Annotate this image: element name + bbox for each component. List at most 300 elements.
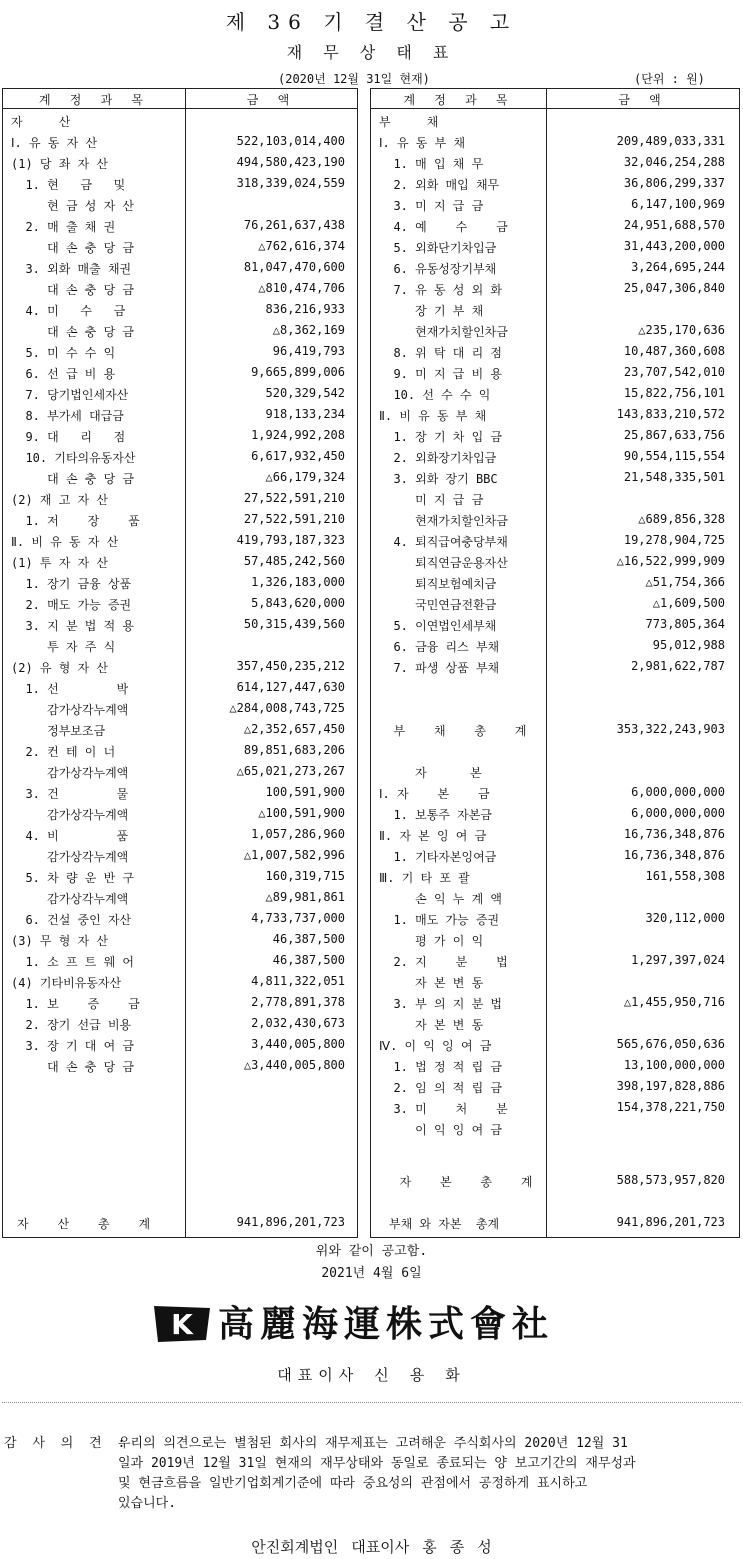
header-account: 계 정 과 목 [38, 93, 150, 107]
table-row [3, 531, 357, 552]
row-label: 3. 외화 장기 BBC [379, 472, 498, 486]
company-logo [152, 1302, 604, 1346]
row-label: 1. 법 정 적 립 금 [379, 1060, 502, 1074]
row-amount: 32,046,254,288 [623, 155, 725, 169]
table-row [371, 783, 739, 804]
table-row [371, 699, 739, 720]
row-amount: 1,326,183,000 [251, 575, 345, 589]
table-row [371, 258, 739, 279]
table-row [371, 447, 739, 468]
header-amount: 금 액 [618, 93, 667, 107]
announcement-date: 2021년 4월 6일 [321, 1266, 422, 1281]
row-amount: 19,278,904,725 [623, 533, 725, 547]
row-label: 감가상각누계액 [11, 808, 129, 822]
table-row [3, 1014, 357, 1035]
table-row [371, 384, 739, 405]
row-amount: △284,008,743,725 [229, 701, 345, 715]
page-subtitle: 재 무 상 태 표 [286, 43, 457, 62]
row-label: Ⅳ. 이 익 잉 여 금 [379, 1039, 492, 1053]
row-label: 1. 보 증 금 [11, 997, 140, 1011]
table-header [3, 89, 357, 109]
row-amount: △2,352,657,450 [243, 722, 345, 736]
row-label: 자 본 변 동 [379, 1018, 484, 1032]
row-label: Ⅰ. 유 동 자 산 [11, 136, 98, 150]
table-row [371, 342, 739, 363]
row-label: 7. 유 동 성 외 화 [379, 283, 502, 297]
row-label: 3. 부 의 지 분 법 [379, 997, 502, 1011]
row-amount: 95,012,988 [652, 638, 725, 652]
table-row [371, 153, 739, 174]
table-row [371, 468, 739, 489]
row-amount: 522,103,014,400 [236, 134, 345, 148]
table-row [371, 1056, 739, 1077]
row-label: 대 손 충 당 금 [11, 283, 134, 297]
table-row [3, 300, 357, 321]
row-amount: 2,981,622,787 [631, 659, 725, 673]
row-amount: 520,329,542 [265, 386, 345, 400]
row-amount: 6,617,932,450 [251, 449, 345, 463]
row-label: 4. 미 수 금 [11, 304, 126, 318]
table-row [3, 909, 357, 930]
row-amount: 419,793,187,323 [236, 533, 345, 547]
row-label: Ⅰ. 유 동 부 채 [379, 136, 466, 150]
row-label: 2. 매 출 채 권 [11, 220, 116, 234]
row-amount: 143,833,210,572 [616, 407, 725, 421]
row-amount: 3,440,005,800 [251, 1037, 345, 1051]
row-label: 2. 외화 매입 채무 [379, 178, 500, 192]
logo-letter: K [171, 1308, 193, 1341]
header-account: 계 정 과 목 [403, 93, 514, 107]
row-label: Ⅱ. 비 유 동 자 산 [11, 535, 119, 549]
row-amount: 89,851,683,206 [243, 743, 345, 757]
row-label: 현재가치할인차금 [379, 514, 508, 528]
row-label: 국민연금전환금 [379, 598, 497, 612]
row-amount: △51,754,366 [645, 575, 725, 589]
row-label: 1. 장 기 차 입 금 [379, 430, 502, 444]
row-label: Ⅰ. 자 본 금 [379, 787, 490, 801]
row-amount: 25,867,633,756 [623, 428, 725, 442]
row-label: 부 채 [379, 115, 439, 129]
table-row [3, 993, 357, 1014]
row-label: 4. 비 품 [11, 829, 129, 843]
table-row [371, 405, 739, 426]
table-row [371, 846, 739, 867]
table-row [371, 573, 739, 594]
row-label: 6. 선 급 비 용 [11, 367, 116, 381]
row-amount: △1,455,950,716 [623, 995, 725, 1009]
table-row [371, 1014, 739, 1035]
row-label: 3. 미 지 급 금 [379, 199, 484, 213]
table-row [3, 237, 357, 258]
audit-opinion-line: 우리의 의견으로는 별첨된 회사의 재무제표는 고려해운 주식회사의 2020년 12월 31 [118, 1436, 628, 1451]
table-row [3, 741, 357, 762]
row-amount: 81,047,470,600 [243, 260, 345, 274]
row-amount: 4,733,737,000 [251, 911, 345, 925]
table-row [371, 195, 739, 216]
row-amount: 320,112,000 [645, 911, 725, 925]
row-amount: 588,573,957,820 [616, 1173, 725, 1187]
row-label: 대 손 충 당 금 [11, 325, 134, 339]
row-label: 2. 매도 가능 증권 [11, 598, 132, 612]
row-label: 퇴직보험예치금 [379, 577, 497, 591]
row-amount: 318,339,024,559 [236, 176, 345, 190]
row-label: Ⅱ. 자 본 잉 여 금 [379, 829, 487, 843]
table-row [3, 552, 357, 573]
table-row [3, 153, 357, 174]
table-row [371, 867, 739, 888]
row-label: 1. 장기 금융 상품 [11, 577, 132, 591]
row-label: 대 손 충 당 금 [11, 241, 134, 255]
table-row [3, 951, 357, 972]
table-row [3, 1035, 357, 1056]
row-amount: 10,487,360,608 [623, 344, 725, 358]
table-row [3, 258, 357, 279]
row-label: 부 채 총 계 [379, 724, 527, 738]
table-row [3, 363, 357, 384]
table-row [371, 132, 739, 153]
row-amount: 16,736,348,876 [623, 827, 725, 841]
row-amount: 941,896,201,723 [616, 1215, 725, 1229]
row-label: 8. 위 탁 대 리 점 [379, 346, 502, 360]
row-amount: 161,558,308 [645, 869, 725, 883]
table-row [3, 510, 357, 531]
row-amount: 6,000,000,000 [631, 806, 725, 820]
assets-total-row [3, 1213, 357, 1234]
row-amount: △65,021,273,267 [236, 764, 345, 778]
row-amount: 160,319,715 [265, 869, 345, 883]
table-row [371, 174, 739, 195]
row-label: 2. 지 분 법 [379, 955, 508, 969]
ceo-name: 대표이사 신 용 화 [277, 1366, 466, 1384]
row-label: 1. 선 박 [11, 682, 129, 696]
table-row [371, 510, 739, 531]
table-row [3, 384, 357, 405]
row-label: 감가상각누계액 [11, 703, 129, 717]
row-amount: 36,806,299,337 [623, 176, 725, 190]
table-row [371, 909, 739, 930]
row-amount: 27,522,591,210 [243, 491, 345, 505]
row-label: 손 익 누 계 액 [379, 892, 502, 906]
table-row [3, 930, 357, 951]
row-amount: 494,580,423,190 [236, 155, 345, 169]
row-label: 자 본 변 동 [379, 976, 484, 990]
row-label: 퇴직연금운용자산 [379, 556, 508, 570]
row-label: 1. 기타자본잉여금 [379, 850, 497, 864]
row-label: (1) 투 자 자 산 [11, 556, 108, 570]
row-amount: 9,665,899,006 [251, 365, 345, 379]
flag-icon [152, 1304, 212, 1344]
table-row [3, 111, 357, 132]
table-row [3, 468, 357, 489]
row-label: Ⅲ. 기 타 포 괄 [379, 871, 470, 885]
row-label: (1) 당 좌 자 산 [11, 157, 108, 171]
table-row [3, 405, 357, 426]
table-row [3, 216, 357, 237]
row-amount: △1,609,500 [652, 596, 725, 610]
company-name: 高麗海運株式會社 [218, 1303, 555, 1345]
table-row [371, 321, 739, 342]
row-amount: 24,951,688,570 [623, 218, 725, 232]
unit-label: (단위 : 원) [634, 72, 705, 86]
table-row [3, 594, 357, 615]
table-row [3, 321, 357, 342]
table-row [371, 216, 739, 237]
row-amount: 76,261,637,438 [243, 218, 345, 232]
row-label: 1. 저 장 품 [11, 514, 140, 528]
table-row [371, 300, 739, 321]
row-label: 1. 매도 가능 증권 [379, 913, 500, 927]
table-row [3, 279, 357, 300]
table-row [371, 615, 739, 636]
row-label: 투 자 주 식 [11, 640, 116, 654]
row-label: 3. 지 분 법 적 용 [11, 619, 134, 633]
table-row [3, 804, 357, 825]
table-row [3, 342, 357, 363]
row-amount: 1,057,286,960 [251, 827, 345, 841]
row-amount: △89,981,861 [265, 890, 345, 904]
row-amount: △66,179,324 [265, 470, 345, 484]
row-label: 2. 외화장기차입금 [379, 451, 497, 465]
table-row [371, 111, 739, 132]
row-label: (3) 무 형 자 산 [11, 934, 108, 948]
row-amount: 25,047,306,840 [623, 281, 725, 295]
table-row [3, 657, 357, 678]
row-label: 9. 미 지 급 비 용 [379, 367, 502, 381]
table-row [3, 678, 357, 699]
table-row [371, 552, 739, 573]
row-label: 평 가 이 익 [379, 934, 484, 948]
row-amount: 6,000,000,000 [631, 785, 725, 799]
row-label: (2) 유 형 자 산 [11, 661, 108, 675]
row-label: 5. 미 수 수 익 [11, 346, 116, 360]
table-row [371, 741, 739, 762]
row-label: 이 익 잉 여 금 [379, 1123, 502, 1137]
row-amount: △8,362,169 [272, 323, 345, 337]
row-amount: 21,548,335,501 [623, 470, 725, 484]
table-row [371, 678, 739, 699]
table-row [371, 1119, 739, 1140]
row-amount: 2,778,891,378 [251, 995, 345, 1009]
row-label: 자 산 [11, 115, 71, 129]
audit-opinion-line: 및 현금흐름을 일반기업회계기준에 따라 중요성의 관점에서 공정하게 표시하고 [118, 1476, 588, 1491]
table-row [371, 1077, 739, 1098]
row-amount: 353,322,243,903 [616, 722, 725, 736]
row-label: 6. 건설 중인 자산 [11, 913, 132, 927]
row-amount: 836,216,933 [265, 302, 345, 316]
table-row [371, 930, 739, 951]
table-row [371, 762, 739, 783]
row-label: 감가상각누계액 [11, 892, 129, 906]
row-amount: 1,924,992,208 [251, 428, 345, 442]
row-label: 2. 장기 선급 비용 [11, 1018, 132, 1032]
row-label: 1. 소 프 트 웨 어 [11, 955, 134, 969]
table-row [3, 615, 357, 636]
row-amount: 57,485,242,560 [243, 554, 345, 568]
table-row [3, 174, 357, 195]
row-amount: 357,450,235,212 [236, 659, 345, 673]
table-row [371, 636, 739, 657]
audit-opinion-line: 일과 2019년 12월 31일 현재의 재무상태와 동일로 종료되는 양 보고기간의 재무성과 [118, 1456, 636, 1471]
row-amount: △3,440,005,800 [243, 1058, 345, 1072]
row-amount: 15,822,756,101 [623, 386, 725, 400]
row-amount: 16,736,348,876 [623, 848, 725, 862]
table-row [3, 825, 357, 846]
row-amount: △810,474,706 [258, 281, 345, 295]
row-amount: △1,007,582,996 [243, 848, 345, 862]
row-label: 10. 기타의유동자산 [11, 451, 136, 465]
row-amount: 614,127,447,630 [236, 680, 345, 694]
table-row [3, 720, 357, 741]
table-row [371, 993, 739, 1014]
row-amount: 50,315,439,560 [243, 617, 345, 631]
page-title: 제 36 기 결 산 공 고 [225, 10, 518, 34]
row-amount: △100,591,900 [258, 806, 345, 820]
row-label: 자 본 총 계 [385, 1175, 533, 1189]
table-row [3, 867, 357, 888]
table-row [371, 804, 739, 825]
row-amount: 6,147,100,969 [631, 197, 725, 211]
report-date: (2020년 12월 31일 현재) [278, 72, 430, 86]
row-label: 9. 대 리 점 [11, 430, 126, 444]
table-row [371, 237, 739, 258]
row-amount: 918,133,234 [265, 407, 345, 421]
row-label: 3. 건 물 [11, 787, 129, 801]
table-row [371, 888, 739, 909]
row-label: 미 지 급 금 [379, 493, 484, 507]
row-amount: 773,805,364 [645, 617, 725, 631]
table-row [3, 846, 357, 867]
row-label: 자 산 총 계 [17, 1217, 151, 1231]
announcement-note: 위와 같이 공고함. [315, 1244, 428, 1259]
table-row [3, 762, 357, 783]
table-row [3, 972, 357, 993]
header-amount: 금 액 [246, 93, 296, 107]
row-amount: △16,522,999,909 [616, 554, 725, 568]
table-row [3, 132, 357, 153]
row-label: (4) 기타비유동자산 [11, 976, 122, 990]
row-amount: 565,676,050,636 [616, 1037, 725, 1051]
table-row [3, 1056, 357, 1077]
row-amount: 941,896,201,723 [236, 1215, 345, 1229]
table-row [371, 951, 739, 972]
row-amount: 13,100,000,000 [623, 1058, 725, 1072]
row-label: 3. 장 기 대 여 금 [11, 1039, 134, 1053]
row-label: 3. 외화 매출 채권 [11, 262, 132, 276]
row-label: 현재가치할인차금 [379, 325, 508, 339]
row-label: 3. 미 처 분 [379, 1102, 508, 1116]
row-amount: 2,032,430,673 [251, 1016, 345, 1030]
table-row [371, 657, 739, 678]
row-label: 2. 임 의 적 립 금 [379, 1081, 502, 1095]
table-header [371, 89, 739, 109]
row-label: 1. 보통주 자본금 [379, 808, 492, 822]
row-amount: △689,856,328 [638, 512, 725, 526]
row-label: 7. 당기법인세자산 [11, 388, 129, 402]
auditor-signature: 안진회계법인 대표이사 홍 종 성 [251, 1538, 492, 1556]
row-label: 7. 파생 상품 부채 [379, 661, 500, 675]
row-label: 자 본 [379, 766, 482, 780]
row-amount: 1,297,397,024 [631, 953, 725, 967]
table-row [3, 573, 357, 594]
table-row [371, 489, 739, 510]
row-label: 감가상각누계액 [11, 850, 129, 864]
table-row [3, 447, 357, 468]
row-amount: 90,554,115,554 [623, 449, 725, 463]
row-amount: 31,443,200,000 [623, 239, 725, 253]
table-row [371, 1098, 739, 1119]
row-amount: 46,387,500 [272, 953, 345, 967]
row-label: 5. 이연법인세부채 [379, 619, 497, 633]
liabilities-equity-total-row [371, 1213, 739, 1234]
row-amount: 46,387,500 [272, 932, 345, 946]
table-row [3, 489, 357, 510]
row-label: 부채 와 자본 총계 [389, 1217, 500, 1231]
row-label: 2. 컨 테 이 너 [11, 745, 116, 759]
row-amount: 4,811,322,051 [251, 974, 345, 988]
row-label: 4. 퇴직급여충당부채 [379, 535, 508, 549]
row-label: 8. 부가세 대급금 [11, 409, 124, 423]
row-amount: 209,489,033,331 [616, 134, 725, 148]
table-row [3, 888, 357, 909]
row-label: (2) 재 고 자 산 [11, 493, 108, 507]
liabilities-equity-table [370, 88, 740, 1238]
row-label: 감가상각누계액 [11, 766, 129, 780]
table-row [371, 1035, 739, 1056]
row-label: 5. 차 량 운 반 구 [11, 871, 134, 885]
row-amount: 154,378,221,750 [616, 1100, 725, 1114]
table-row [371, 972, 739, 993]
row-amount: 100,591,900 [265, 785, 345, 799]
row-amount: △235,170,636 [638, 323, 725, 337]
row-amount: △762,616,374 [258, 239, 345, 253]
row-amount: 23,707,542,010 [623, 365, 725, 379]
row-amount: 27,522,591,210 [243, 512, 345, 526]
table-row [3, 195, 357, 216]
table-row [371, 279, 739, 300]
table-row [3, 783, 357, 804]
row-label: 정부보조금 [11, 724, 106, 738]
row-label: 6. 유동성장기부채 [379, 262, 497, 276]
row-label: 1. 매 입 채 무 [379, 157, 484, 171]
row-label: 대 손 충 당 금 [11, 1060, 134, 1074]
row-label: 5. 외화단기차입금 [379, 241, 497, 255]
table-row [3, 699, 357, 720]
table-row [371, 531, 739, 552]
row-label: 4. 예 수 금 [379, 220, 508, 234]
row-amount: 398,197,828,886 [616, 1079, 725, 1093]
row-label: 현 금 성 자 산 [11, 199, 134, 213]
table-row [371, 363, 739, 384]
row-amount: 5,843,620,000 [251, 596, 345, 610]
audit-opinion-line: 있습니다. [118, 1496, 177, 1511]
row-label: Ⅱ. 비 유 동 부 채 [379, 409, 487, 423]
audit-opinion-label: 감 사 의 견 : [4, 1436, 130, 1451]
divider [2, 1402, 741, 1403]
table-row [371, 720, 739, 741]
row-label: 1. 현 금 및 [11, 178, 126, 192]
table-row [371, 825, 739, 846]
row-label: 장 기 부 채 [379, 304, 484, 318]
table-row [371, 594, 739, 615]
equity-total-row [371, 1171, 739, 1192]
row-label: 대 손 충 당 금 [11, 472, 134, 486]
row-label: 6. 금융 리스 부채 [379, 640, 500, 654]
table-row [3, 636, 357, 657]
row-amount: 96,419,793 [272, 344, 345, 358]
table-row [371, 426, 739, 447]
assets-table [2, 88, 358, 1238]
row-amount: 3,264,695,244 [631, 260, 725, 274]
